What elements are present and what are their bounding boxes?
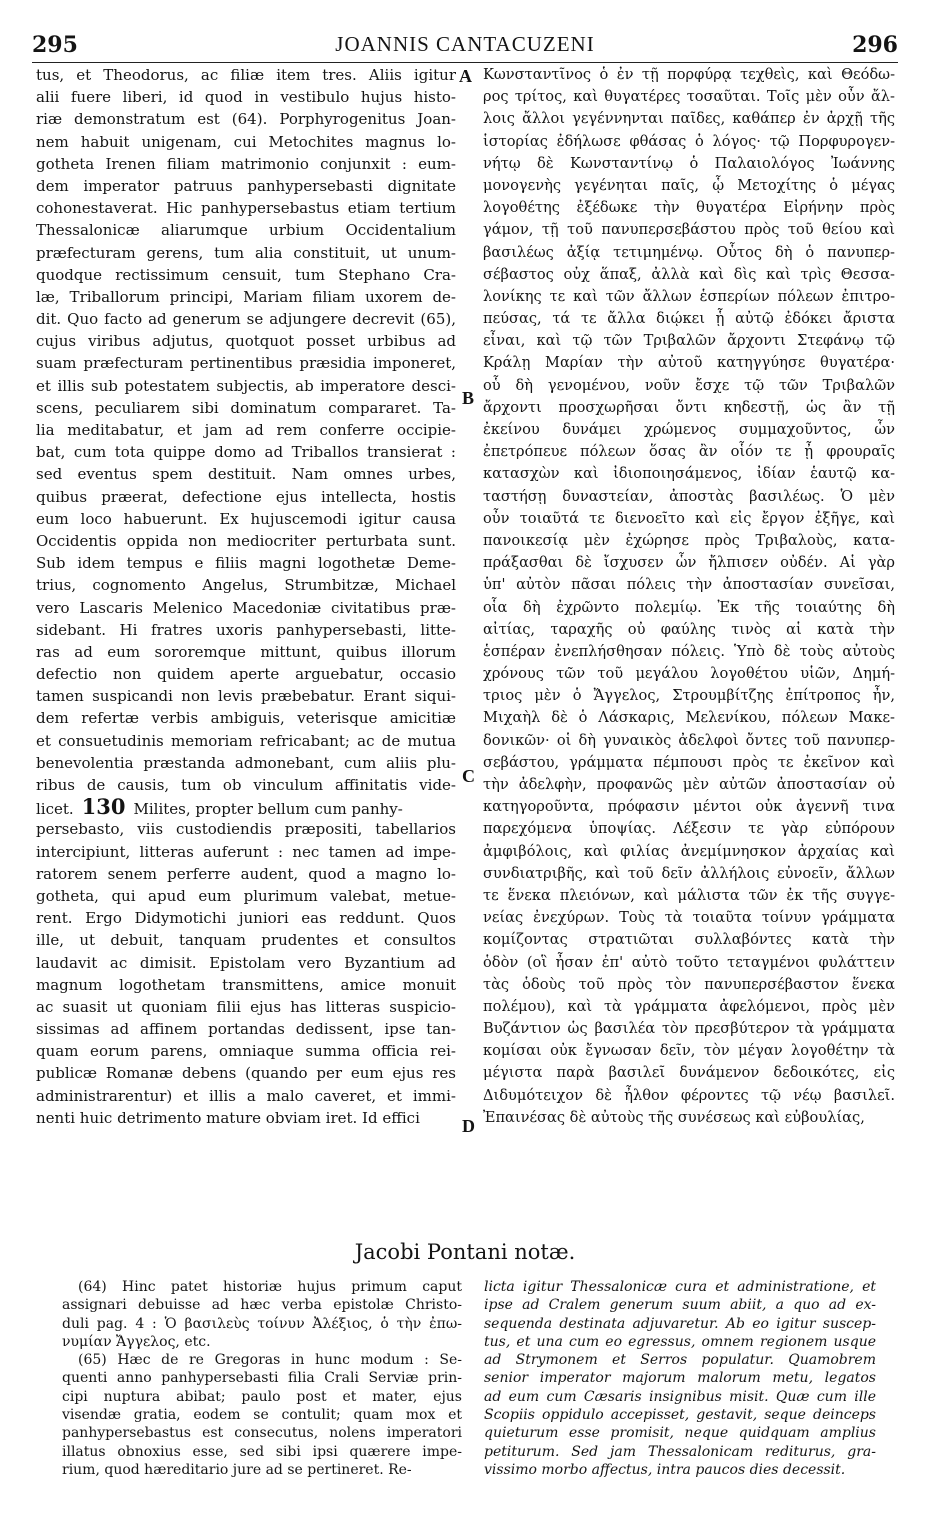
latin-text-line: benevolentia præstanda admonebant, cum aliis plu- bbox=[36, 753, 456, 772]
note-line: Scopiis oppidulo accepisset, gestavit, seque deinceps bbox=[484, 1407, 876, 1424]
greek-text-line: νείας ἐνεχύρων. Τοὺς τὰ τοιαῦτα τοίνυν γράμματα bbox=[483, 909, 895, 927]
latin-text-line: lia meditabatur, et jam ad rem conferre occipie- bbox=[36, 421, 456, 439]
greek-text-line: γάμον, τῇ τοῦ πανυπερσεβάστου πρὸς τοῦ θείου καὶ bbox=[483, 221, 895, 239]
greek-text-line: κατασχὼν καὶ ἰδιοποιησάμενος, ἰδίαν ἑαυτῷ κα- bbox=[483, 465, 895, 483]
note-line: licta igitur Thessalonicæ cura et administratione, et bbox=[484, 1279, 876, 1295]
latin-text-line: dem imperator patruus panhypersebasti dignitate bbox=[36, 176, 456, 195]
greek-text-line: ἐκείνου δυνάμει χρώμενος συμμαχοῦντος, ὧν bbox=[483, 421, 895, 438]
greek-text-line: τριος μὲν ὁ Ἄγγελος, Στρουμβίτζης ἐπίτροπος ἦν, bbox=[483, 687, 895, 705]
latin-text-line bbox=[36, 796, 456, 818]
greek-text-line: ἱστορίας ἐδήλωσε φθάσας ὁ λόγος· τῷ Πορφυρογεν- bbox=[483, 132, 895, 150]
greek-text-line: πράξασθαι δὲ ἴσχυσεν ὧν ἤλπισεν οὐδέν. Αἱ γὰρ bbox=[483, 554, 895, 572]
latin-text-line: gotheta Irenen filiam matrimonio conjunxit : eum- bbox=[36, 154, 456, 173]
greek-text-line: Ἐπαινέσας δὲ αὐτοὺς τῆς συνέσεως καὶ εὐβουλίας, bbox=[483, 1108, 865, 1126]
greek-text-line: ταστήσῃ δυναστείαν, ἀποστὰς βασιλέως. Ὁ μὲν bbox=[483, 487, 895, 505]
note-line: assignari debuisse ad hæc verba epistolæ Christo- bbox=[62, 1297, 462, 1314]
greek-text-line: κομίσαι οὐκ ἔγνωσαν δεῖν, τὸν μέγαν λογοθέτην τὰ bbox=[483, 1042, 895, 1060]
latin-text-line: magnum logothetam transmittens, amice monuit bbox=[36, 975, 456, 994]
latin-text-line: suam præfecturam pertinentibus præsidia imponeret, bbox=[36, 354, 456, 373]
note-line: (65) Hæc de re Gregoras in hunc modum : Se- bbox=[78, 1352, 462, 1369]
latin-text-line: præfecturam gerens, tum alia constituit, ut unum- bbox=[36, 243, 456, 262]
latin-text-line: ac suasit ut quoniam filii ejus has litteras suspicio- bbox=[36, 997, 456, 1016]
note-line: cipi nuptura abibat; paulo post et mater, ejus bbox=[62, 1388, 462, 1405]
notes-left-column bbox=[62, 1278, 462, 1479]
latin-text-line: trius, cognomento Angelus, Strumbitzæ, Michael bbox=[36, 576, 456, 595]
margin-letter-d: D bbox=[462, 1116, 475, 1136]
greek-text-line: οὖν τοιαῦτά τε διενοεῖτο καὶ εἰς ἔργον ἐξῆγε, καὶ bbox=[483, 509, 895, 527]
latin-text-line: tamen suspicandi non levis præbebatur. Erant siqui- bbox=[36, 687, 456, 706]
latin-text-line: sidebant. Hi fratres uxoris panhypersebasti, litte- bbox=[36, 620, 456, 639]
note-line: ipse ad Cralem generum suum abiit, a quo ad ex- bbox=[484, 1297, 876, 1314]
latin-text-line: dit. Quo facto ad generum se adjungere decrevit (65), bbox=[36, 310, 456, 329]
latin-text-line: alii fuere liberi, id quod in vestibulo hujus histo- bbox=[36, 88, 456, 107]
greek-text-line: ὑπ' αὐτὸν πᾶσαι πόλεις τὴν ἀποστασίαν συνεῖσαι, bbox=[483, 576, 895, 594]
greek-text-line: κατηγοροῦντα, πρόφασιν μέντοι οὐκ ἀγεννῆ τινα bbox=[483, 798, 895, 816]
greek-text-line: τὰς ὁδοὺς τοῦ πρὸς τὸν πανυπερσέβαστον ἕνεκα bbox=[483, 975, 895, 993]
latin-text-line: administrarentur) et illis a malo caveret, et immi- bbox=[36, 1086, 456, 1105]
latin-text-line: bat, cum tota quippe domo ad Triballos transierat : bbox=[36, 443, 456, 462]
latin-text-line: ratorem senem perferre audent, quod a magno lo- bbox=[36, 864, 456, 883]
greek-text-line: ἑσπέραν ἐνεπλήσθησαν πόλεις. Ὑπὸ δὲ τοὺς αὐτοὺς bbox=[483, 642, 895, 660]
greek-text-line: βασιλέως ἀξίᾳ τετιμημένῳ. Οὗτος δὴ ὁ πανυπερ- bbox=[483, 243, 895, 261]
note-line: tus, et una cum eo egressus, omnem regionem usque bbox=[484, 1333, 876, 1350]
margin-letter-a: A bbox=[459, 66, 472, 86]
greek-text-line: Μιχαὴλ δὲ ὁ Λάσκαρις, Μελενίκου, πόλεων Μακε- bbox=[483, 709, 895, 727]
greek-text-line: ἀμφιβόλοις, καὶ φιλίας ἀνεμίμνησκον ἀρχαίας καὶ bbox=[483, 842, 895, 860]
note-line: quieturum esse promisit, neque quidquam amplius bbox=[484, 1425, 876, 1442]
latin-text-line: ribus de causis, tum ob vinculum affinitatis vide- bbox=[36, 776, 456, 794]
latin-text-line: dem refertæ verbis ambiguis, veterisque amicitiæ bbox=[36, 709, 456, 728]
latin-text-line: persebasto, viis custodiendis præpositi, tabellarios bbox=[36, 820, 456, 839]
note-line: visendæ gratia, eodem se contulit; quam mox et bbox=[62, 1407, 462, 1424]
margin-letter-c: C bbox=[462, 766, 475, 786]
latin-text-line: rent. Ergo Didymotichi juniori eas reddunt. Quos bbox=[36, 909, 456, 928]
greek-text-line: ἄρχοντι προσχωρῆσαι ὄντι κηδεστῇ, ὡς ἂν τῇ bbox=[483, 398, 895, 416]
note-line: rium, quod hæreditario jure ad se pertineret. Re- bbox=[62, 1461, 412, 1478]
greek-text-line: συνδιατριβῆς, καὶ τοῦ δεῖν ἀλλήλοις εὐνοεῖν, ἄλλων bbox=[483, 864, 895, 882]
latin-text-line: intercipiunt, litteras auferunt : nec tamen ad impe- bbox=[36, 842, 456, 861]
latin-text-line: eum loco habuerunt. Ex hujuscemodi igitur causa bbox=[36, 509, 456, 528]
greek-text-line: παρεχόμενα ὑποψίας. Λέξεσιν τε γὰρ εὐπόρουν bbox=[483, 820, 895, 838]
latin-text-line: Thessalonicæ aliarumque urbium Occidentalium bbox=[36, 221, 456, 240]
greek-text-line: οὗ δὴ γενομένου, νοῦν ἔσχε τῷ τῶν Τριβαλῶν bbox=[483, 376, 895, 394]
latin-text-line: nem habuit unigenam, cui Metochites magnus lo- bbox=[36, 132, 456, 151]
latin-text-line: publicæ Romanæ debens (quando per eum ejus res bbox=[36, 1064, 456, 1083]
latin-text-line: cohonestaverat. Hic panhypersebastus etiam tertium bbox=[36, 199, 456, 218]
latin-text-line: et consuetudinis memoriam refricabant; ac de mutua bbox=[36, 731, 456, 750]
note-line: ad Strymonem et Serros populatur. Quamobrem bbox=[484, 1352, 876, 1369]
greek-text-line: λοις ἄλλοι γεγέννηνται παῖδες, καθάπερ ἐν ἀρχῇ τῆς bbox=[483, 110, 895, 128]
latin-text-line-start: licet. bbox=[36, 800, 74, 819]
section-number: 130 bbox=[81, 796, 126, 819]
greek-text-line: χρόνους τῶν τοῦ μεγάλου λογοθέτου υἱῶν, Δημή- bbox=[483, 665, 895, 683]
running-title: JOANNIS CANTACUZENI bbox=[335, 32, 595, 56]
greek-text-line: λονίκης τε καὶ τῶν ἄλλων ἑσπερίων πόλεων ἐπιτρο- bbox=[483, 287, 895, 305]
running-header bbox=[32, 32, 898, 62]
greek-text-line: τε ἕνεκα πλειόνων, καὶ μάλιστα τῶν ἐκ τῆς συγγε- bbox=[483, 886, 895, 904]
greek-text-line: λογοθέτης ἐξέδωκε τὴν θυγατέρα Εἰρήνην πρὸς bbox=[483, 199, 895, 217]
latin-text-line: quam eorum parens, omniaque summa officia rei- bbox=[36, 1042, 456, 1061]
latin-text-line: tus, et Theodorus, ac filiæ item tres. Aliis igitur bbox=[36, 66, 456, 84]
greek-text-line: πολέμου), καὶ τὰ γράμματα ἀφελόμενοι, πρὸς μὲν bbox=[483, 997, 895, 1015]
note-line: illatus obnoxius esse, sed sibi ipsi quærere impe- bbox=[62, 1443, 462, 1460]
latin-text-line: quibus præerat, defectione ejus intellecta, hostis bbox=[36, 487, 456, 506]
greek-text-line: ὁδὸν (οἳ ἦσαν ἐπ' αὐτὸ τοῦτο τεταγμένοι φυλάττειν bbox=[483, 953, 895, 971]
notes-heading: Jacobi Pontani notæ. bbox=[354, 1240, 576, 1264]
page-number-left: 295 bbox=[32, 32, 78, 58]
latin-text-line: Sub idem tempus e filiis magni logothetæ Deme- bbox=[36, 554, 456, 573]
note-line: vissimo morbo affectus, intra paucos dies decessit. bbox=[484, 1461, 846, 1478]
greek-text-line: ἐπετρόπευε πόλεων ὅσας ἂν οἷόν τε ᾖ φρουραῖς bbox=[483, 443, 895, 461]
latin-text-line: scens, peculiarem sibi dominatum compararet. Ta- bbox=[36, 398, 456, 417]
greek-text-line: ρος τρίτος, καὶ θυγατέρες τοσαῦται. Τοῖς μὲν οὖν ἄλ- bbox=[483, 88, 895, 106]
notes-right-column bbox=[484, 1278, 876, 1479]
header-rule bbox=[32, 62, 898, 63]
latin-text-line: cujus viribus adjutus, quotquot posset urbibus ad bbox=[36, 332, 456, 351]
greek-text-line: αἰτίας, ταραχῆς οὐ φαύλης τινὸς αἱ κατὰ τὴν bbox=[483, 620, 895, 638]
greek-text-line: νήτῳ δὲ Κωνσταντίνῳ ὁ Παλαιολόγος Ἰωάννης bbox=[483, 154, 895, 172]
latin-text-line: et illis sub potestatem subjectis, ab imperatore desci- bbox=[36, 376, 456, 395]
greek-text-line: εἶναι, καὶ τῷ τῶν Τριβαλῶν ἄρχοντι Στεφάνῳ τῷ bbox=[483, 332, 895, 350]
latin-text-line: Occidentis oppida non mediocriter perturbata sunt. bbox=[36, 531, 456, 550]
note-line: panhypersebastus est consecutus, nolens imperatori bbox=[62, 1425, 462, 1442]
greek-text-line: σέβαστος οὐχ ἅπαξ, ἀλλὰ καὶ δὶς καὶ τρὶς Θεσσα- bbox=[483, 265, 895, 283]
greek-text-line: Διδυμότειχον δὲ ἦλθον φέροντες τῷ νέῳ βασιλεῖ. bbox=[483, 1086, 895, 1104]
latin-text-line: sissimas ad affinem portandas dedissent, ipse tan- bbox=[36, 1020, 456, 1039]
latin-text-line: læ, Triballorum principi, Mariam filiam uxorem de- bbox=[36, 287, 456, 306]
greek-text-line: οἷα δὴ ἐχρῶντο πολεμίῳ. Ἐκ τῆς τοιαύτης δὴ bbox=[483, 598, 895, 616]
greek-text-line: πανοικεσίᾳ μὲν ἐχώρησε πρὸς Τριβαλοὺς, κατα- bbox=[483, 531, 895, 549]
note-line: νυμίαν Ἄγγελος, etc. bbox=[62, 1333, 211, 1350]
latin-text-line: nenti huic detrimento mature obviam iret. Id effici bbox=[36, 1108, 420, 1127]
latin-text-line-rest: Milites, propter bellum cum panhy- bbox=[133, 800, 403, 819]
latin-text-line: ras ad eum sororemque mittunt, quibus illorum bbox=[36, 642, 456, 661]
latin-text-line: riæ demonstratum est (64). Porphyrogenitus Joan- bbox=[36, 110, 456, 129]
page-number-right: 296 bbox=[852, 32, 898, 58]
note-line: petiturum. Sed jam Thessalonicam rediturus, gra- bbox=[484, 1443, 876, 1460]
note-line: duli pag. 4 : Ὁ βασιλεὺς τοίνυν Ἀλέξιος, ὁ τὴν ἐπω- bbox=[62, 1315, 462, 1332]
greek-text-line: Βυζάντιον ὡς βασιλέα τὸν πρεσβύτερον τὰ γράμματα bbox=[483, 1020, 895, 1038]
greek-text-column bbox=[483, 64, 895, 1129]
greek-text-line: Κράλῃ Μαρίαν τὴν αὐτοῦ κατηγγύησε θυγατέρα· bbox=[483, 354, 895, 372]
note-line: ad eum cum Cæsaris insignibus misit. Quæ cum ille bbox=[484, 1388, 876, 1405]
note-line: (64) Hinc patet historiæ hujus primum caput bbox=[78, 1279, 462, 1295]
latin-text-line: laudavit ac dimisit. Epistolam vero Byzantium ad bbox=[36, 953, 456, 972]
latin-text-line: vero Lascaris Melenico Macedoniæ civitatibus præ- bbox=[36, 598, 456, 617]
latin-text-column bbox=[36, 64, 456, 1129]
note-line: sequenda destinata adjuvaretur. Ab eo igitur suscep- bbox=[484, 1315, 876, 1332]
greek-text-line: κομίζοντας στρατιῶται συλλαβόντες κατὰ τὴν bbox=[483, 931, 895, 949]
greek-text-line: δονικῶν· οἱ δὴ γυναικὸς ἀδελφοὶ ὄντες τοῦ πανυπερ- bbox=[483, 731, 895, 749]
greek-text-line: μονογενὴς γεγένηται παῖς, ᾧ Μετοχίτης ὁ μέγας bbox=[483, 176, 895, 194]
greek-text-line: σεβάστου, γράμματα πέμπουσι πρὸς τε ἐκεῖνον καὶ bbox=[483, 753, 895, 771]
margin-letter-b: B bbox=[462, 388, 475, 408]
latin-text-line: defectio non quidem aperte arguebatur, occasio bbox=[36, 665, 456, 684]
note-line: quenti anno panhypersebasti filia Crali Serviæ prin- bbox=[62, 1370, 462, 1387]
latin-text-line: ille, ut debuit, tanquam prudentes et consultos bbox=[36, 931, 456, 950]
latin-text-line: gotheta, qui apud eum plurimum valebat, metue- bbox=[36, 886, 456, 905]
greek-text-line: πεύσας, τά τε ἄλλα διῴκει ᾗ αὐτῷ ἐδόκει ἄριστα bbox=[483, 310, 895, 328]
greek-text-line: Κωνσταντῖνος ὁ ἐν τῇ πορφύρᾳ τεχθεὶς, καὶ Θεόδω- bbox=[483, 66, 895, 83]
greek-text-line: μέγιστα παρὰ βασιλεῖ δυνάμενον δεδοικότες, εἰς bbox=[483, 1064, 895, 1082]
greek-text-line: τὴν ἀδελφὴν, προφανῶς μὲν αὐτῶν ἀποστασίαν οὐ bbox=[483, 776, 895, 793]
note-line: senior imperator majorum malorum metu, legatos bbox=[484, 1370, 876, 1387]
latin-text-line: quodque rectissimum censuit, tum Stephano Cra- bbox=[36, 265, 456, 284]
latin-text-line: sed eventus spem destituit. Nam omnes urbes, bbox=[36, 465, 456, 484]
